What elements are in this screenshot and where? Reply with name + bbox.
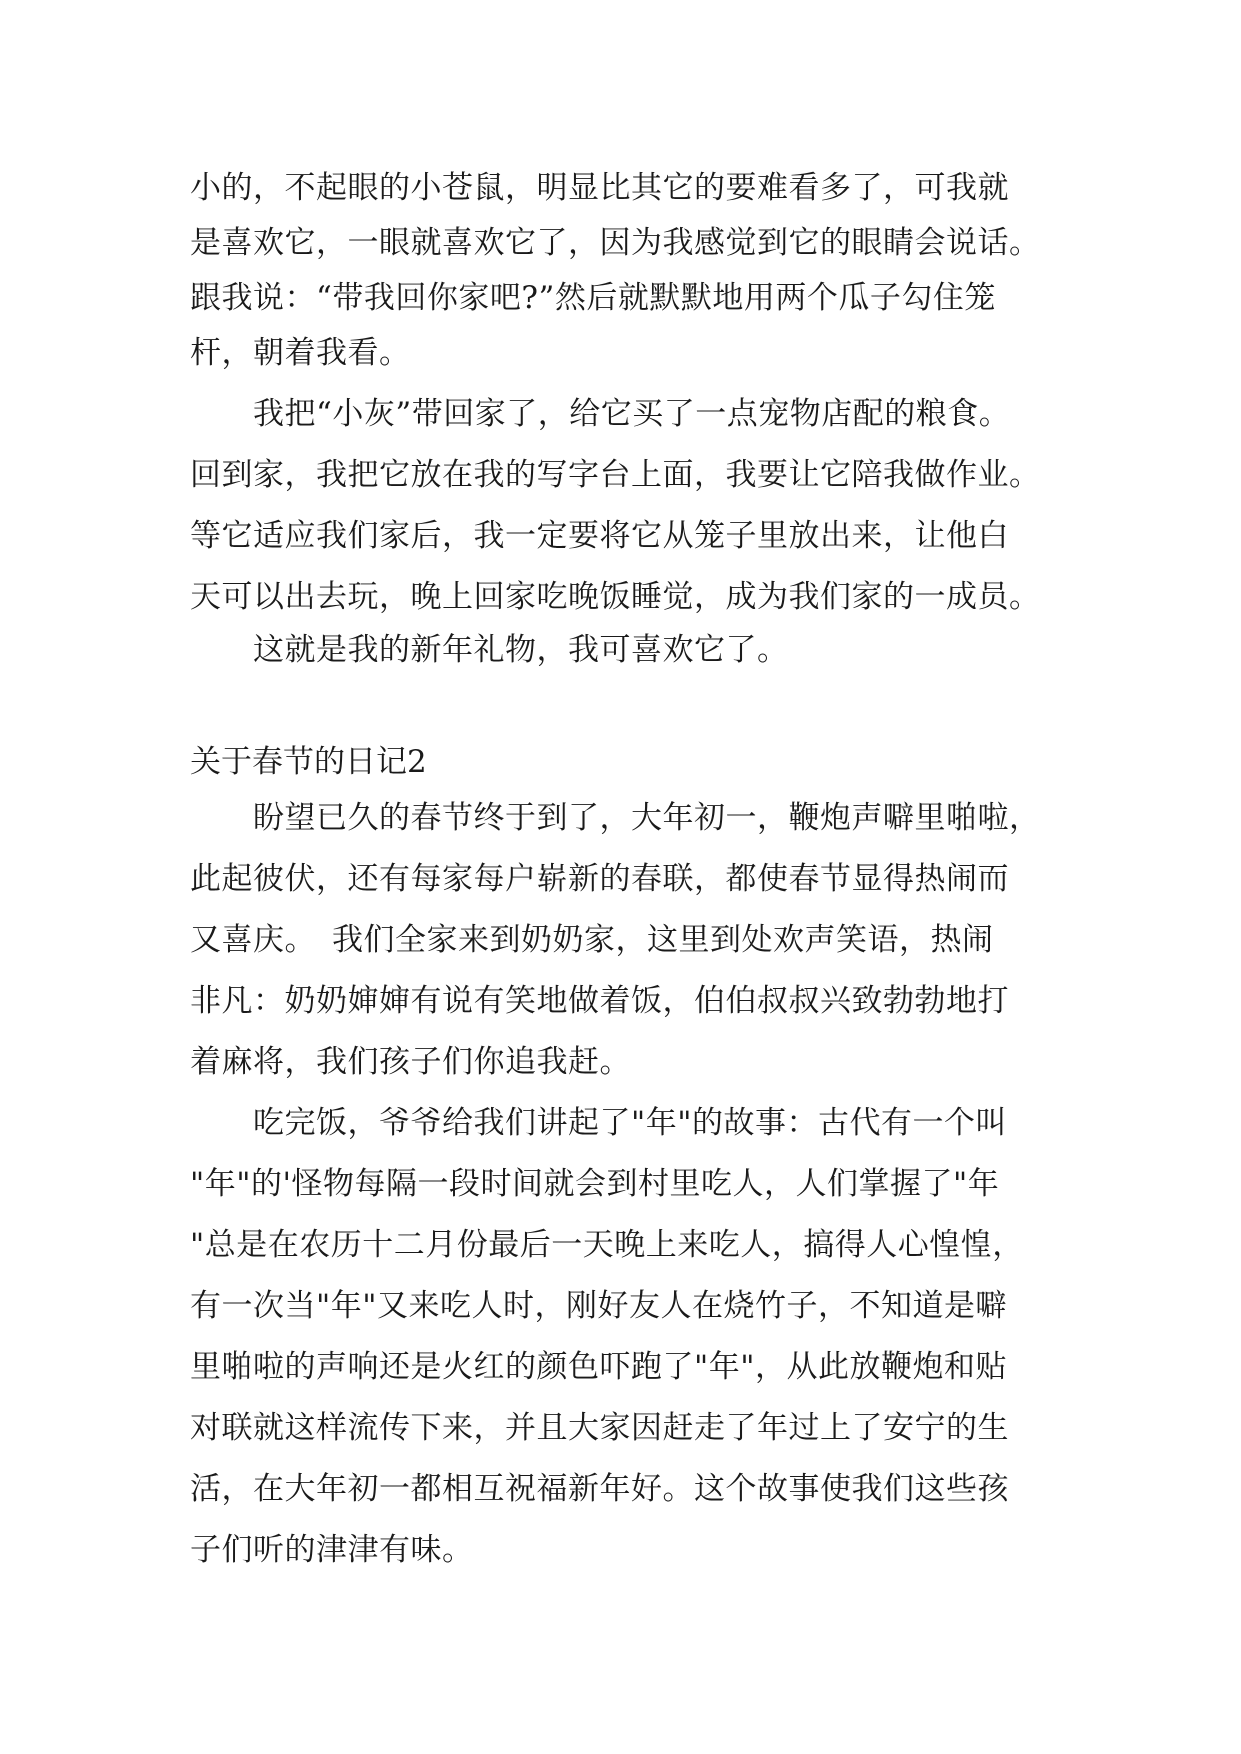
paragraph-line: 这就是我的新年礼物，我可喜欢它了。 <box>190 632 789 668</box>
paragraph-line: 杆，朝着我看。 <box>190 335 411 371</box>
paragraph-line: "总是在农历十二月份最后一天晚上来吃人，搞得人心惶惶， <box>190 1227 1024 1263</box>
paragraph-line: 对联就这样流传下来，并且大家因赶走了年过上了安宁的生 <box>190 1410 1009 1446</box>
paragraph-line: 又喜庆。 我们全家来到奶奶家，这里到处欢声笑语，热闹 <box>190 922 994 958</box>
paragraph-line: 吃完饭，爷爷给我们讲起了"年"的故事：古代有一个叫 <box>190 1105 1008 1141</box>
paragraph-line: 等它适应我们家后，我一定要将它从笼子里放出来，让他白 <box>190 518 1009 554</box>
paragraph-line: 回到家，我把它放在我的写字台上面，我要让它陪我做作业。 <box>190 457 1041 493</box>
paragraph-line: 里啪啦的声响还是火红的颜色吓跑了"年"，从此放鞭炮和贴 <box>190 1349 1008 1385</box>
paragraph-line: 活，在大年初一都相互祝福新年好。这个故事使我们这些孩 <box>190 1471 1009 1507</box>
paragraph-line: 此起彼伏，还有每家每户崭新的春联，都使春节显得热闹而 <box>190 861 1009 897</box>
paragraph-line: 跟我说：“带我回你家吧?”然后就默默地用两个瓜子勾住笼 <box>190 280 996 316</box>
paragraph-line: 着麻将，我们孩子们你追我赶。 <box>190 1044 631 1080</box>
paragraph-line: 天可以出去玩，晚上回家吃晚饭睡觉，成为我们家的一成员。 <box>190 579 1041 615</box>
paragraph-line: 有一次当"年"又来吃人时，刚好友人在烧竹子，不知道是噼 <box>190 1288 1008 1324</box>
paragraph-line: 我把“小灰”带回家了，给它买了一点宠物店配的粮食。 <box>190 396 1011 432</box>
paragraph-line: "年"的'怪物每隔一段时间就会到村里吃人，人们掌握了"年 <box>190 1166 1000 1202</box>
paragraph-line: 是喜欢它，一眼就喜欢它了，因为我感觉到它的眼睛会说话。 <box>190 225 1041 261</box>
section-title: 关于春节的日记2 <box>190 744 427 780</box>
paragraph-line: 小的，不起眼的小苍鼠，明显比其它的要难看多了，可我就 <box>190 170 1009 206</box>
paragraph-line: 子们听的津津有味。 <box>190 1532 474 1568</box>
paragraph-line: 非凡：奶奶婶婶有说有笑地做着饭，伯伯叔叔兴致勃勃地打 <box>190 983 1009 1019</box>
paragraph-line: 盼望已久的春节终于到了，大年初一，鞭炮声噼里啪啦， <box>190 800 1041 836</box>
